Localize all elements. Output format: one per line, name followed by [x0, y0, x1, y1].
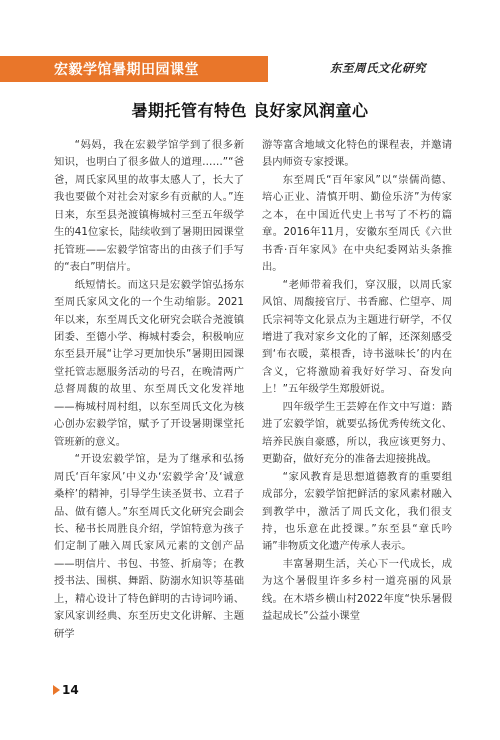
paragraph: “家风教育是思想道德教育的重要组成部分，宏毅学馆把鲜活的家风素材融入到教学中，激活了周氏文化，我们很支持，也乐意在此授课。”东至县“章氏吟诵”非物质文化遗产传承人表示。 — [262, 470, 452, 553]
publication-logo: 东至周氏文化研究 — [330, 61, 426, 75]
article-headline: 暑期托管有特色 良好家风润童心 — [131, 101, 369, 120]
triangle-marker-icon — [53, 685, 60, 695]
paragraph: 纸短情长。而这只是宏毅学馆弘扬东至周氏家风文化的一个生动缩影。2021年以来，东至周氏文化研究会联合尧渡镇团委、至德小学、梅城村委会，积极响应东至县开展“让学习更加快乐”暑期田园课堂托管志愿服务活动的号召，在晚清两广总督周馥的故里、东至周氏文化发祥地——梅城村周村组，以东至周氏文化为核心创办宏毅学馆，赋予了开设暑期课堂托管班新的意义。 — [54, 278, 244, 448]
right-column — [262, 137, 452, 626]
paragraph: “开设宏毅学馆，是为了继承和弘扬周氏‘百年家风’中义办‘宏毅学舍’及‘诚意桑梓’的精神，引导学生读圣贤书、立君子品、做有德人。”东至周氏文化研究会副会长、秘书长周胜良介绍，学馆特意为孩子们定制了融入周氏家风元素的文创产品——明信片、书包、书签、折扇等；在教授书法、围棋、舞蹈、防溺水知识等基础上，精心设计了特色鲜明的古诗词吟诵、家风家训经典、东至历史文化讲解、主题研学 — [54, 453, 244, 640]
section-header-bar — [0, 56, 268, 82]
page-number — [53, 683, 79, 697]
paragraph: 游等富含地域文化特色的课程表，并邀请县内师资专家授课。 — [262, 139, 452, 169]
paragraph: 丰富暑期生活，关心下一代成长，成为这个暑假里许多乡村一道亮丽的风景线。在木塔乡横山村2022年度“快乐暑假益起成长”公益小课堂 — [262, 557, 452, 623]
paragraph: “老师带着我们，穿汉服，以周氏家风馆、周馥接官厅、书香廊、伫望亭、周氏宗祠等文化景点为主题进行研学，不仅增进了我对家乡文化的了解，还深刻感受到‘布衣暖，菜根香，诗书滋味长’的内在含义，它将激励着我好好学习、奋发向上！”五年级学生郑殷妍说。 — [262, 278, 452, 396]
page-number-text: 14 — [62, 683, 79, 697]
left-column — [54, 137, 244, 643]
section-title: 宏毅学馆暑期田园课堂 — [54, 62, 199, 78]
paragraph: “妈妈，我在宏毅学馆学到了很多新知识，也明白了很多做人的道理……”“爸爸，周氏家风里的故事太感人了，长大了我也要做个对社会对家乡有贡献的人。”连日来，东至县尧渡镇梅城村三至五年级学生的41位家长，陆续收到了暑期田园课堂托管班——宏毅学馆寄出的由孩子们手写的“表白”明信片。 — [54, 139, 244, 274]
paragraph: 四年级学生王芸婷在作文中写道：踏进了宏毅学馆，就要弘扬优秀传统文化、培养民族自豪感，所以，我应该更努力、更勤奋，做好充分的准备去迎接挑战。 — [262, 400, 452, 466]
paragraph: 东至周氏“百年家风”以“崇儒尚德、培心正业、清慎开明、勤俭乐济”为传家之本，在中国近代史上书写了不朽的篇章。2016年11月，安徽东至周氏《六世书香·百年家风》在中央纪委网站头条推出。 — [262, 173, 452, 274]
